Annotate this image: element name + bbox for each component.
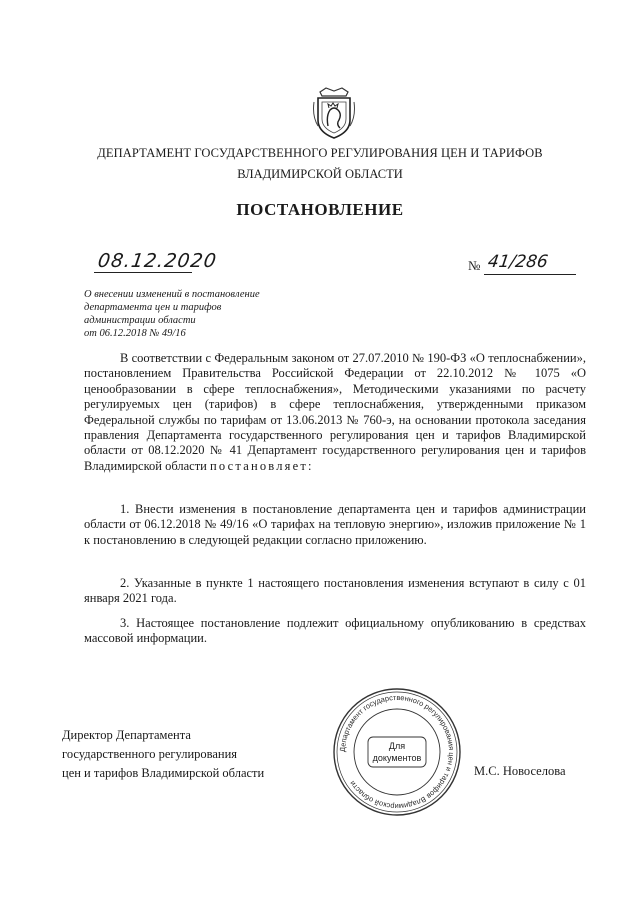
preamble-text: В соответствии с Федеральным законом от 27.07.2010 № 190-ФЗ «О теплоснабжении», постановлением Правительства Российской Федерации от 22.10.2012 № 1075 «О ценообразовании в сфере теплоснабжения», Методическими указаниями по расчету регулируемых цен (тарифов) в сфере теплоснабжения, утвержденными приказом Федеральной службы по тарифам от 13.06.2013 № 760-э, на основании протокола заседания правления Департамента государственного регулирования цен и тарифов Владимирской области от 08.12.2020 № 41 Департамент государственного регулирования цен и тарифов Владимирской области — [84, 351, 586, 473]
signatory-position — [62, 726, 264, 783]
region-header: ВЛАДИМИРСКОЙ ОБЛАСТИ — [237, 167, 403, 181]
department-header: ДЕПАРТАМЕНТ ГОСУДАРСТВЕННОГО РЕГУЛИРОВАНИЯ ЦЕН И ТАРИФОВ — [97, 146, 543, 160]
coat-of-arms-emblem — [312, 86, 356, 140]
stamp-ring-text: Департамент государственного регулирования цен и тарифов Владимирской области — [337, 692, 457, 812]
clause-1: 1. Внести изменения в постановление департамента цен и тарифов администрации области от 06.12.2018 № 49/16 «О тарифах на тепловую энергию», изложив приложение № 1 к постановлению в следующей редакции согласно приложению. — [84, 502, 586, 547]
position-line: Директор Департамента — [62, 728, 191, 742]
document-subject — [84, 288, 314, 340]
subject-line: администрации области — [84, 315, 196, 326]
subject-line: О внесении изменений в постановление — [84, 289, 260, 300]
document-number: 41/286 — [486, 252, 550, 272]
subject-line: департамента цен и тарифов — [84, 302, 222, 313]
document-title: ПОСТАНОВЛЕНИЕ — [236, 200, 404, 219]
position-line: цен и тарифов Владимирской области — [62, 766, 265, 780]
number-label: № — [468, 258, 481, 273]
position-line: государственного регулирования — [62, 747, 238, 761]
clause-3: 3. Настоящее постановление подлежит официальному опубликованию в средствах массовой информации. — [84, 616, 586, 646]
preamble-paragraph — [84, 351, 586, 474]
stamp-center-line1: Для — [388, 741, 406, 751]
official-stamp — [330, 685, 464, 819]
signatory-name: М.С. Новоселова — [474, 764, 566, 778]
subject-line: от 06.12.2018 № 49/16 — [84, 328, 186, 339]
document-date: 08.12.2020 — [96, 250, 219, 272]
resolves-word: постановляет: — [209, 458, 314, 473]
stamp-center-line2: документов — [372, 753, 422, 763]
date-underline — [94, 272, 192, 273]
number-underline — [484, 274, 576, 275]
clause-2: 2. Указанные в пункте 1 настоящего постановления изменения вступают в силу с 01 января 2021 года. — [84, 576, 586, 606]
